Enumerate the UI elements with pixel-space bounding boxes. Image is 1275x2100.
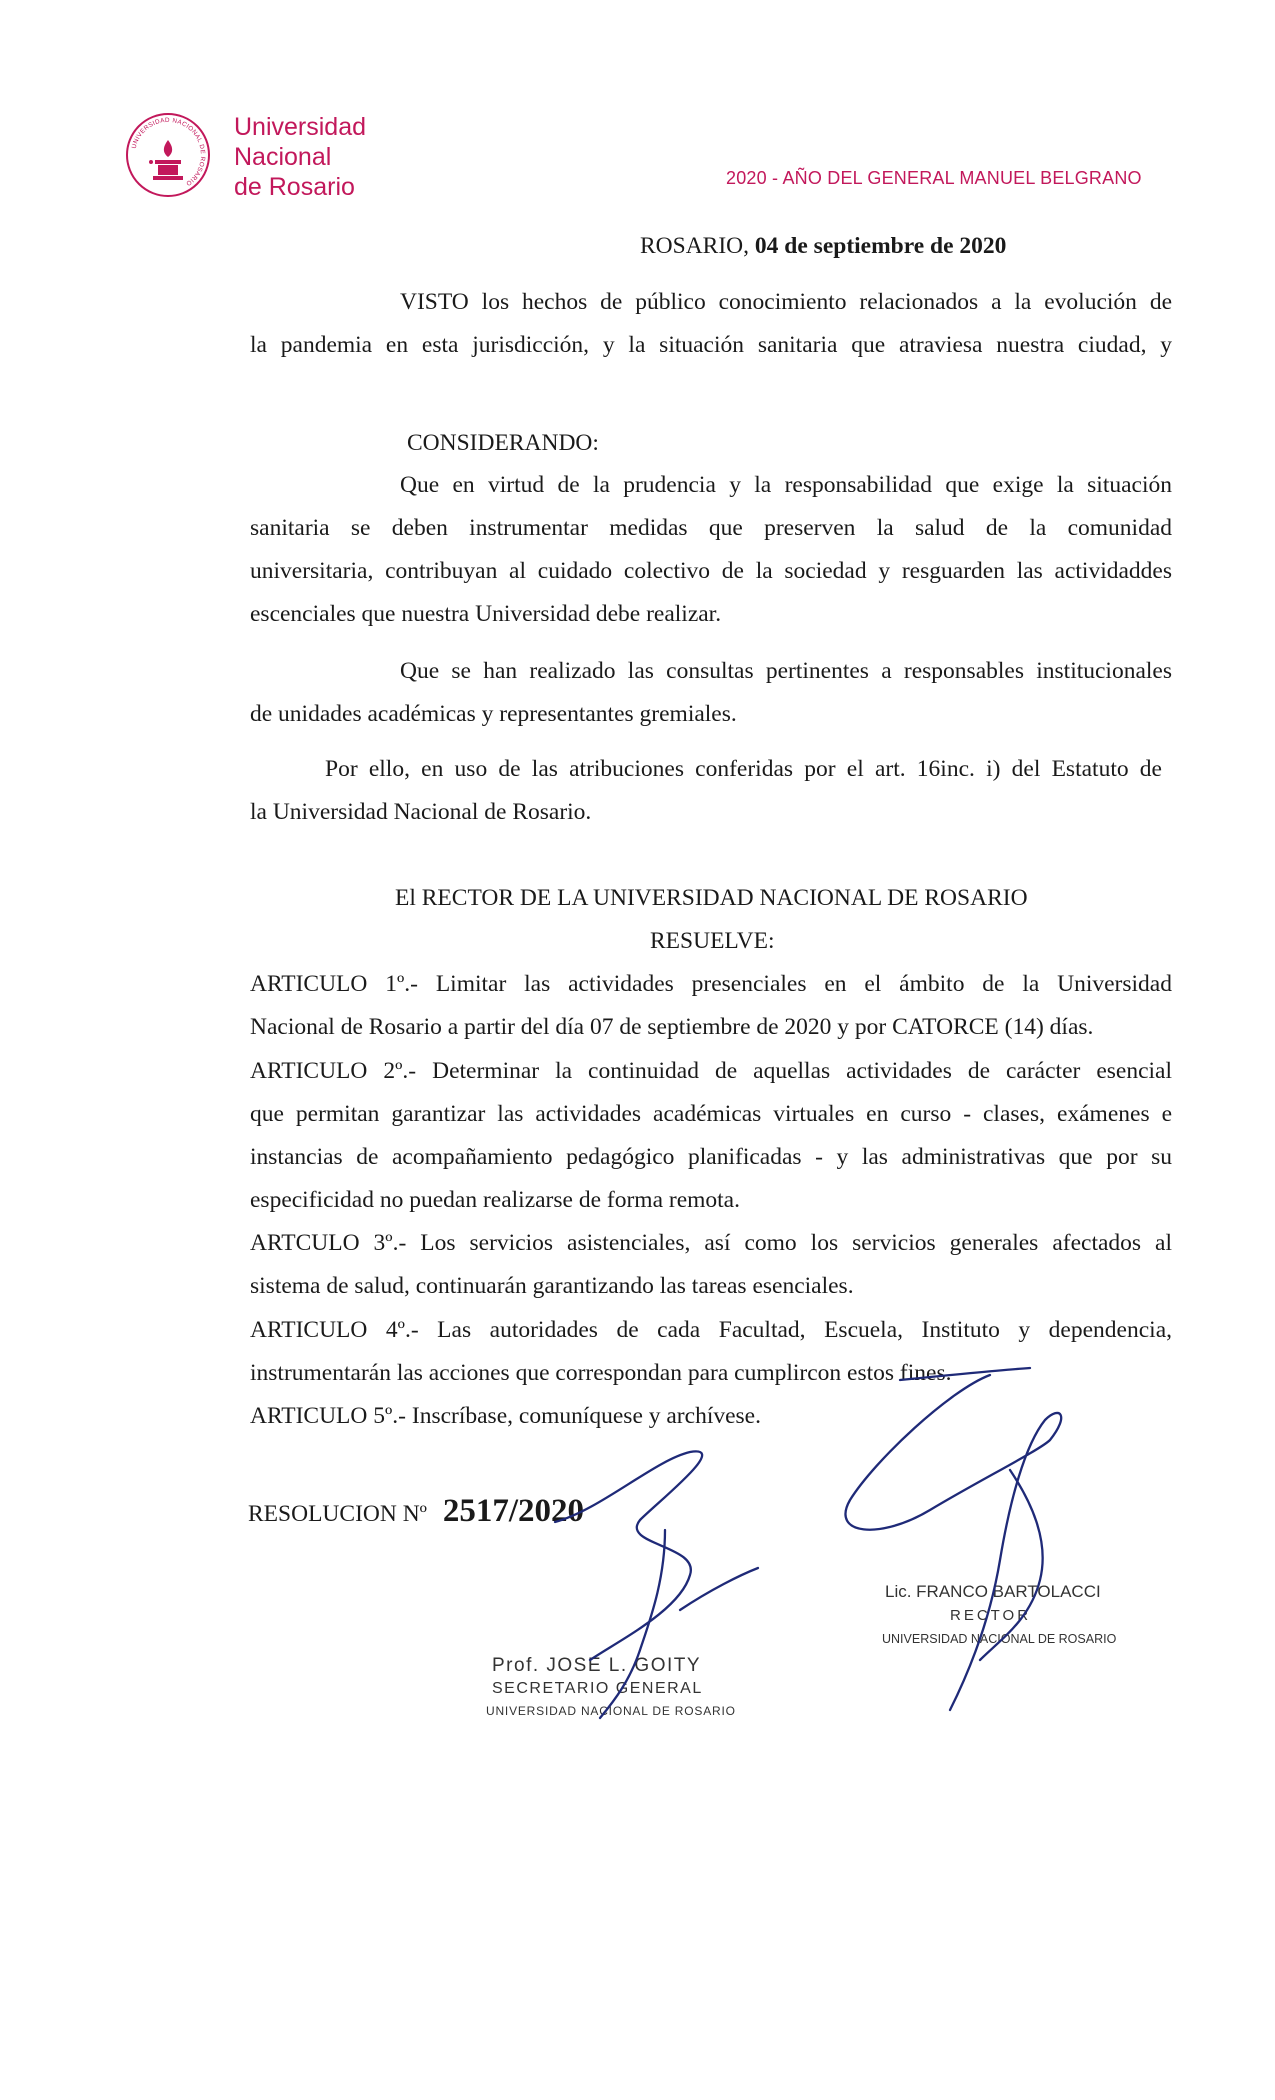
year-banner: 2020 - AÑO DEL GENERAL MANUEL BELGRANO <box>726 168 1142 188</box>
article-2-line-4: especificidad no puedan realizarse de forma remota. <box>250 1187 740 1213</box>
date-line <box>640 225 1006 268</box>
considerando-p2-line-1: Que se han realizado las consultas pertinentes a responsables institucionales <box>400 658 1172 684</box>
visto-line-1: VISTO los hechos de público conocimiento relacionados a la evolución de <box>400 289 1172 315</box>
article-3-line-1: ARTCULO 3º.- Los servicios asistenciales, así como los servicios generales afectados al <box>250 1230 1172 1256</box>
resolution-line <box>248 1490 584 1536</box>
university-seal-logo <box>125 112 211 198</box>
por-ello-line-1: Por ello, en uso de las atribuciones conferidas por el art. 16inc. i) del Estatuto de <box>325 756 1162 782</box>
visto-line-2: la pandemia en esta jurisdicción, y la situación sanitaria que atraviesa nuestra ciudad, y <box>250 332 1172 358</box>
date: 04 de septiembre de 2020 <box>754 233 1007 259</box>
article-4-line-2: instrumentarán las acciones que correspondan para cumplircon estos fines. <box>250 1360 952 1386</box>
secretary-org: UNIVERSIDAD NACIONAL DE ROSARIO <box>486 1704 736 1718</box>
svg-text:UNIVERSIDAD NACIONAL DE ROSARI: UNIVERSIDAD NACIONAL DE ROSARIO <box>130 116 207 188</box>
article-2-line-1: ARTICULO 2º.- Determinar la continuidad de aquellas actividades de carácter esencial <box>250 1058 1172 1084</box>
secretary-name: Prof. JOSE L. GOITY <box>492 1655 702 1676</box>
secretary-signature-stroke-3 <box>680 1568 758 1610</box>
university-name-line-1: Universidad <box>234 113 367 141</box>
university-name <box>234 112 366 202</box>
rector-title: RECTOR <box>950 1607 1032 1624</box>
secretary-title: SECRETARIO GENERAL <box>492 1680 703 1697</box>
considerando-p1-line-2: sanitaria se deben instrumentar medidas que preserven la salud de la comunidad <box>250 515 1172 541</box>
university-name-line-3: de Rosario <box>234 173 355 201</box>
considerando-p2-line-2: de unidades académicas y representantes gremiales. <box>250 701 737 727</box>
considerando-title: CONSIDERANDO: <box>407 430 599 456</box>
considerando-p1-line-4: escenciales que nuestra Universidad debe realizar. <box>250 601 722 627</box>
rector-name: Lic. FRANCO BARTOLACCI <box>885 1582 1101 1601</box>
article-5: ARTICULO 5º.- Inscríbase, comuníquese y archívese. <box>250 1403 761 1429</box>
resolution-label: RESOLUCION Nº <box>248 1501 427 1527</box>
article-4-line-1: ARTICULO 4º.- Las autoridades de cada Facultad, Escuela, Instituto y dependencia, <box>250 1317 1172 1343</box>
article-1-line-1: ARTICULO 1º.- Limitar las actividades presenciales en el ámbito de la Universidad <box>250 971 1172 997</box>
secretary-signature-stroke <box>555 1451 702 1660</box>
considerando-p1-line-1: Que en virtud de la prudencia y la responsabilidad que exige la situación <box>400 472 1172 498</box>
por-ello-line-2: la Universidad Nacional de Rosario. <box>250 799 592 825</box>
rector-signature-stroke <box>845 1375 1061 1710</box>
university-name-line-2: Nacional <box>234 143 332 171</box>
rector-org: UNIVERSIDAD NACIONAL DE ROSARIO <box>882 1632 1117 1646</box>
article-2-line-2: que permitan garantizar las actividades académicas virtuales en curso - clases, exámenes e <box>250 1101 1172 1127</box>
considerando-p1-line-3: universitaria, contribuyan al cuidado colectivo de la sociedad y resguarden las actividaddes <box>250 558 1172 584</box>
place: ROSARIO, <box>640 233 750 259</box>
article-1-line-2: Nacional de Rosario a partir del día 07 de septiembre de 2020 y por CATORCE (14) días. <box>250 1014 1094 1040</box>
article-2-line-3: instancias de acompañamiento pedagógico planificadas - y las administrativas que por su <box>250 1144 1172 1170</box>
rector-heading: El RECTOR DE LA UNIVERSIDAD NACIONAL DE ROSARIO <box>395 885 1028 911</box>
resuelve-heading: RESUELVE: <box>650 928 775 954</box>
resolution-number: 2517/2020 <box>442 1493 585 1529</box>
article-3-line-2: sistema de salud, continuarán garantizando las tareas esenciales. <box>250 1273 854 1299</box>
